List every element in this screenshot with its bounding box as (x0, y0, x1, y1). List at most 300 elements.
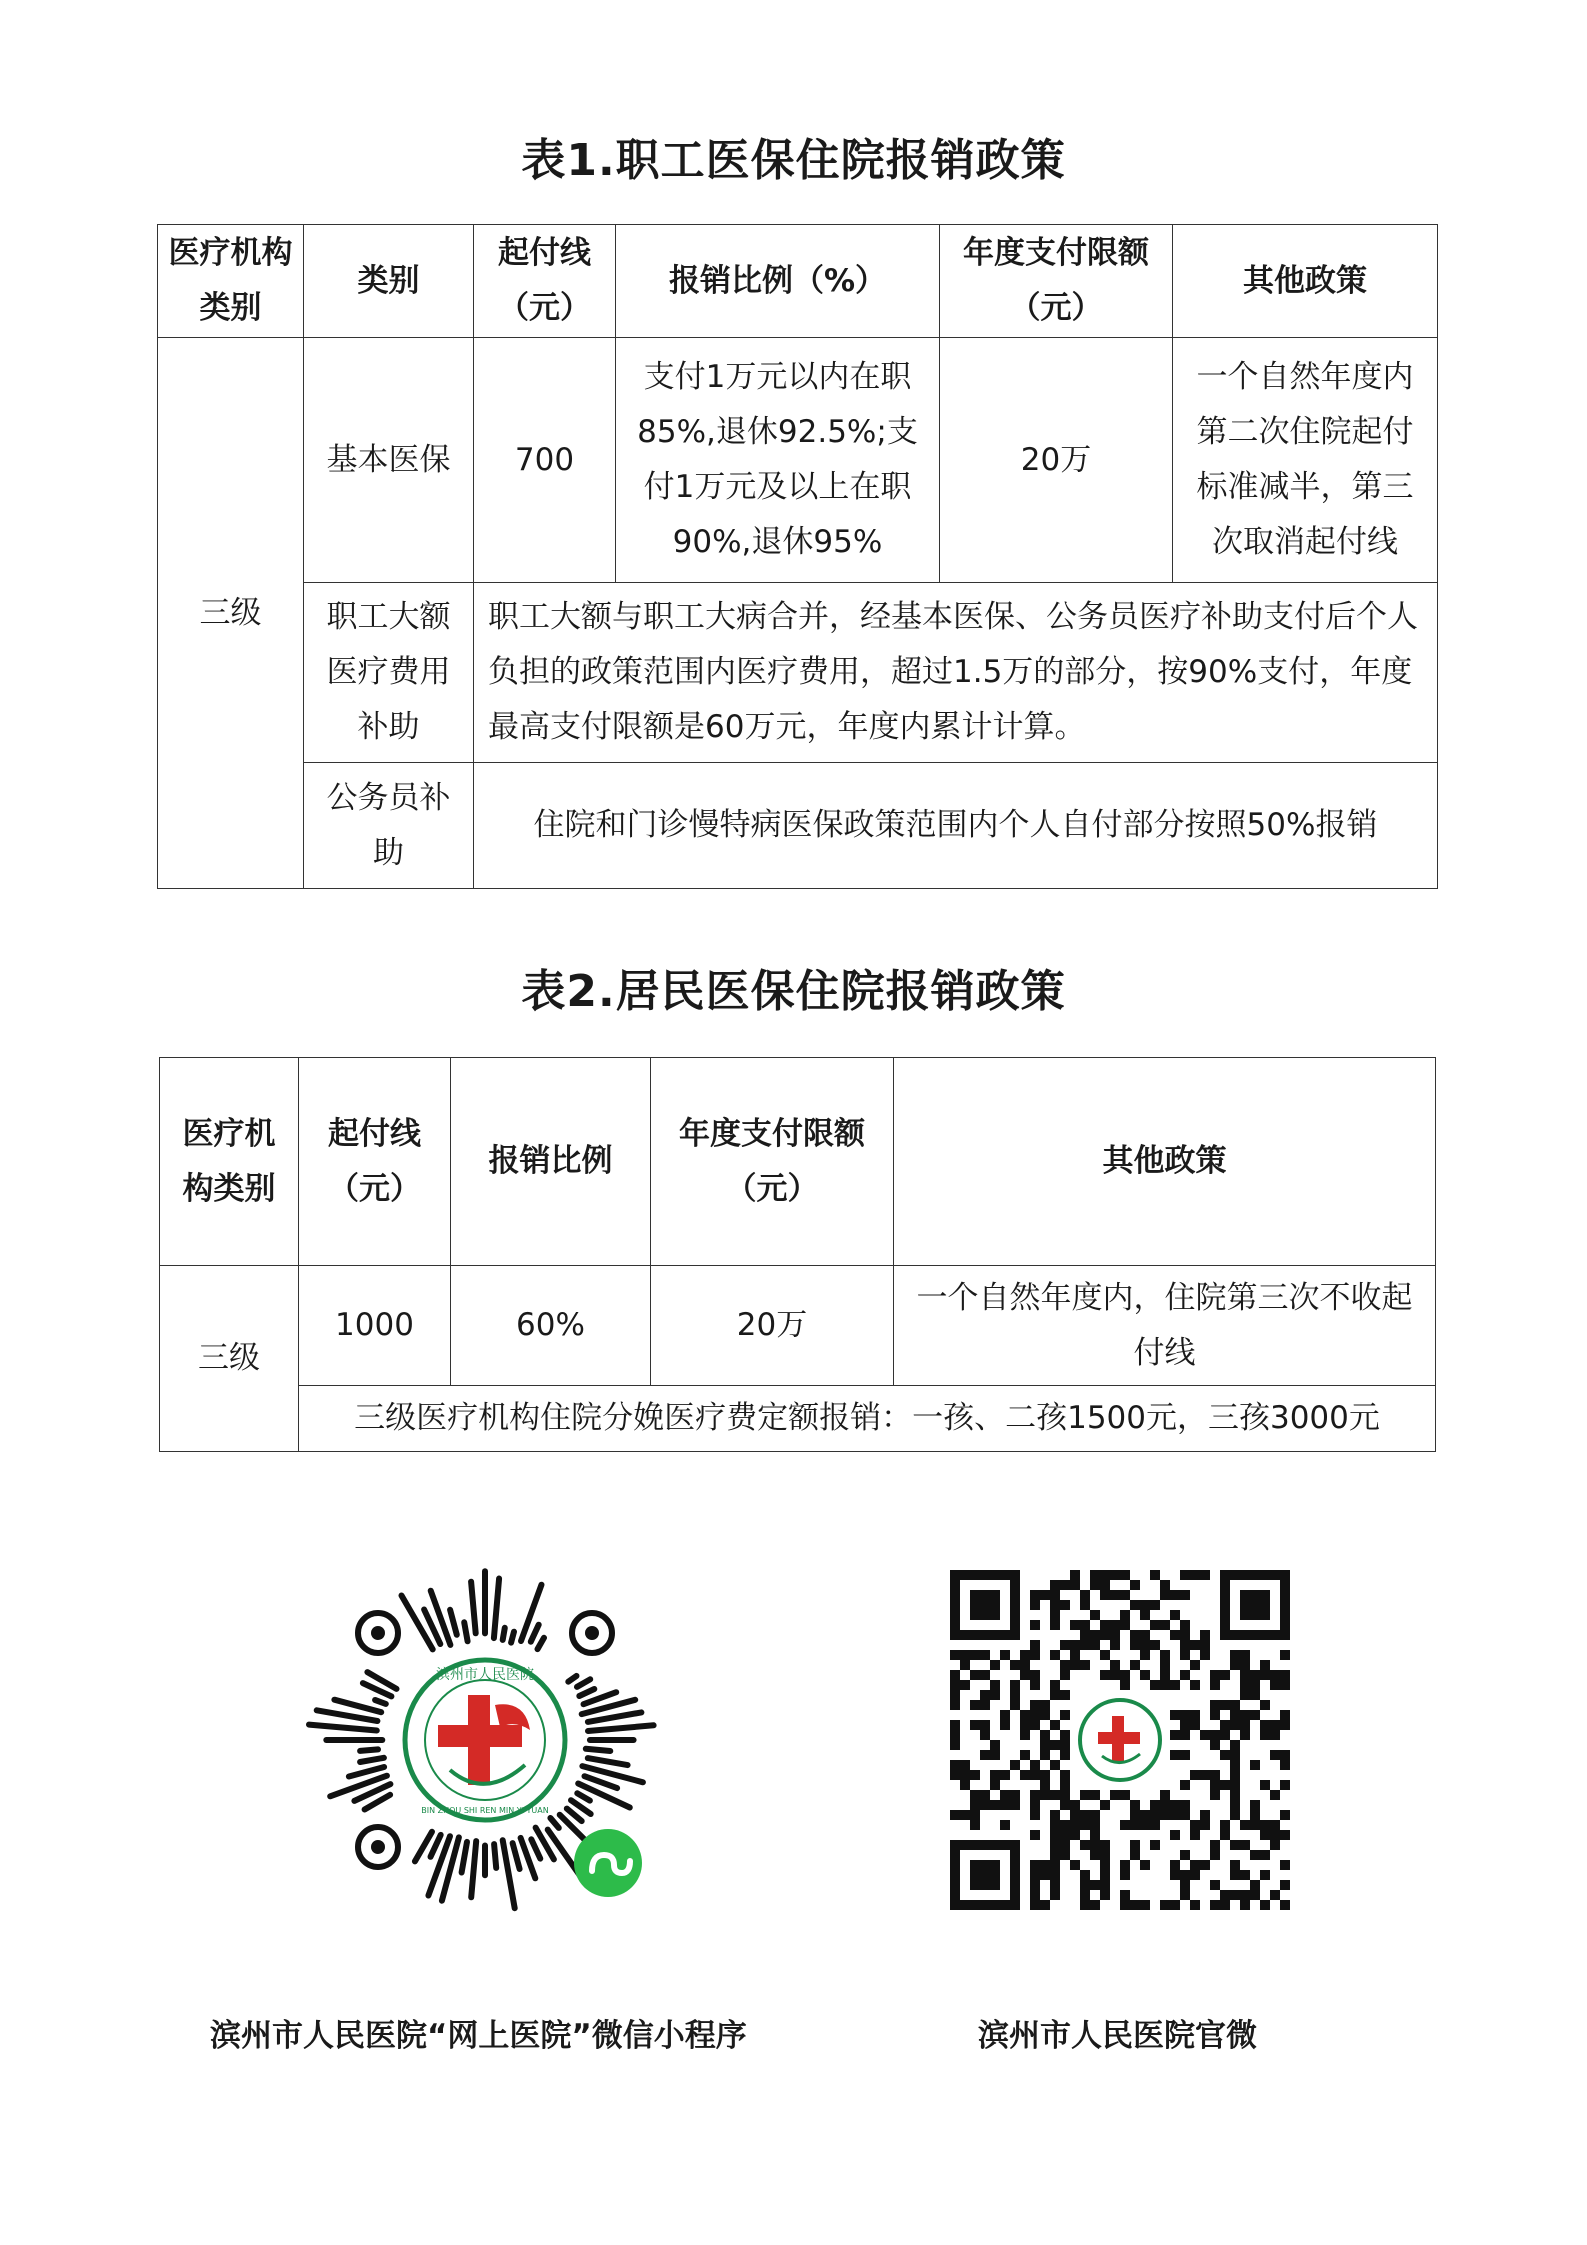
qr-module (1220, 1670, 1230, 1680)
code-dash (511, 1632, 514, 1643)
qr-module (1000, 1710, 1010, 1720)
qr-module (1180, 1590, 1190, 1600)
qr-module (1040, 1780, 1050, 1790)
qr-module (1040, 1710, 1050, 1720)
qr-module (1140, 1610, 1150, 1620)
qr-module (950, 1760, 960, 1770)
qr-module (970, 1670, 980, 1680)
qr-module (1080, 1840, 1090, 1850)
qr-module (1050, 1580, 1060, 1590)
qr-module (1240, 1840, 1250, 1850)
qr-module (1280, 1650, 1290, 1660)
qr-module (1120, 1620, 1130, 1630)
qr-module (1180, 1630, 1190, 1640)
qr-module (1080, 1590, 1090, 1600)
qr-module (1070, 1570, 1080, 1580)
qr-module (1160, 1620, 1170, 1630)
qr-module (1170, 1680, 1180, 1690)
qr-module (960, 1780, 970, 1790)
qr-module (1110, 1620, 1120, 1630)
qr-module (1060, 1690, 1070, 1700)
qr-module (970, 1700, 980, 1710)
qr-module (1030, 1890, 1040, 1900)
qr-module (1210, 1850, 1220, 1860)
institution-level: 三级 (160, 1266, 299, 1452)
qr-module (1100, 1850, 1110, 1860)
qr-module (1070, 1810, 1080, 1820)
qr-module (1250, 1810, 1260, 1820)
code-dash (531, 1839, 540, 1858)
qr-module (1090, 1830, 1100, 1840)
qr-module (1180, 1750, 1190, 1760)
qr-module (1150, 1820, 1160, 1830)
qr-module (1040, 1590, 1050, 1600)
table1-title: 表1.职工医保住院报销政策 (521, 135, 1066, 186)
qr-module (1090, 1840, 1100, 1850)
qr-module (1170, 1800, 1180, 1810)
qr-module (1030, 1770, 1040, 1780)
qr-module (1270, 1750, 1280, 1760)
qr-module (1240, 1720, 1250, 1730)
qr-module (1150, 1600, 1160, 1610)
qr-module (1180, 1570, 1190, 1580)
qr-module (1230, 1840, 1240, 1850)
header-institution: 医疗机构类别 (158, 225, 304, 338)
qr-module (1080, 1790, 1090, 1800)
qr-module (1140, 1600, 1150, 1610)
qr-module (1080, 1620, 1090, 1630)
table2-title: 表2.居民医保住院报销政策 (521, 966, 1066, 1017)
qr-module (980, 1790, 990, 1800)
qr-module (1240, 1670, 1250, 1680)
qr-module (1090, 1810, 1100, 1820)
qr-module (1170, 1750, 1180, 1760)
qr-module (1030, 1800, 1040, 1810)
qr-module (1020, 1730, 1030, 1740)
qr-module (1170, 1710, 1180, 1720)
qr-module (1020, 1710, 1030, 1720)
qr-module (1200, 1630, 1210, 1640)
qr-module (1200, 1570, 1210, 1580)
childbirth-reimbursement: 三级医疗机构住院分娩医疗费定额报销：一孩、二孩1500元，三孩3000元 (299, 1386, 1436, 1452)
qr-module (1030, 1830, 1040, 1840)
qr-module (1210, 1780, 1220, 1790)
qr-module (960, 1760, 970, 1770)
qr-module (1210, 1880, 1220, 1890)
qr-module (950, 1690, 960, 1700)
qr-module (1110, 1570, 1120, 1580)
qr-module (1020, 1770, 1030, 1780)
qr-module (1000, 1800, 1010, 1810)
wechat-miniprogram-icon (574, 1829, 642, 1897)
qr-module (980, 1750, 990, 1760)
qr-module (1180, 1730, 1190, 1740)
qr-module (1010, 1660, 1020, 1670)
qr-module (1220, 1780, 1230, 1790)
qr-module (1050, 1830, 1060, 1840)
qr-center-logo (1075, 1695, 1165, 1785)
qr-module (1130, 1850, 1140, 1860)
qr-module (1270, 1670, 1280, 1680)
qr-module (1060, 1790, 1070, 1800)
qr-module (1140, 1820, 1150, 1830)
qr-module (1000, 1790, 1010, 1800)
qr-module (1240, 1890, 1250, 1900)
qr-module (1260, 1900, 1270, 1910)
qr-module (1260, 1670, 1270, 1680)
qr-module (980, 1700, 990, 1710)
qr-module (950, 1670, 960, 1680)
qr-module (1180, 1640, 1190, 1650)
qr-module (1070, 1830, 1080, 1840)
code-dash (349, 1767, 384, 1777)
qr-module (1060, 1780, 1070, 1790)
qr-module (1030, 1900, 1040, 1910)
qr-module (1140, 1640, 1150, 1650)
qr-module (1150, 1800, 1160, 1810)
qr-module (1030, 1670, 1040, 1680)
qr-module (1080, 1820, 1090, 1830)
basic-threshold: 700 (474, 338, 616, 583)
basic-category: 基本医保 (304, 338, 474, 583)
qr-module (1150, 1570, 1160, 1580)
qr-module (1130, 1820, 1140, 1830)
header-annual-limit: 年度支付限额（元） (940, 225, 1173, 338)
qr-module (980, 1720, 990, 1730)
qr-module (1170, 1590, 1180, 1600)
qr-module (1180, 1620, 1190, 1630)
qr-module (1100, 1840, 1110, 1850)
qr-module (1270, 1730, 1280, 1740)
qr-module (1080, 1890, 1090, 1900)
qr-module (1070, 1800, 1080, 1810)
header-threshold: 起付线（元） (474, 225, 616, 338)
qr-module (1010, 1790, 1020, 1800)
qr-module (1230, 1890, 1240, 1900)
miniprogram-caption: 滨州市人民医院“网上医院”微信小程序 (210, 2018, 747, 2054)
qr-module (1270, 1790, 1280, 1800)
qr-module (1170, 1730, 1180, 1740)
qr-module (1150, 1620, 1160, 1630)
qr-module (960, 1770, 970, 1780)
qr-module (1060, 1850, 1070, 1860)
qr-module (1240, 1820, 1250, 1830)
qr-module (1090, 1610, 1100, 1620)
qr-module (1220, 1820, 1230, 1830)
qr-module (1220, 1750, 1230, 1760)
qr-module (1200, 1860, 1210, 1870)
header-other-policy: 其他政策 (894, 1058, 1436, 1266)
qr-module (1060, 1800, 1070, 1810)
qr-module (1060, 1830, 1070, 1840)
resident-insurance-table (159, 1057, 1436, 1452)
qr-module (1280, 1810, 1290, 1820)
qr-module (1090, 1880, 1100, 1890)
code-dash (531, 1625, 539, 1642)
qr-module (1230, 1750, 1240, 1760)
qr-module (1030, 1710, 1040, 1720)
header-other-policy: 其他政策 (1173, 225, 1438, 338)
qr-module (1110, 1660, 1120, 1670)
qr-module (1210, 1740, 1220, 1750)
civil-description: 住院和门诊慢特病医保政策范围内个人自付部分按照50%报销 (474, 763, 1438, 889)
qr-module (1070, 1660, 1080, 1670)
code-dash (462, 1842, 467, 1873)
qr-module (1050, 1740, 1060, 1750)
qr-module (1190, 1710, 1200, 1720)
qr-module (1170, 1900, 1180, 1910)
qr-module (1280, 1720, 1290, 1730)
qr-module (990, 1740, 1000, 1750)
qr-module (1280, 1680, 1290, 1690)
qr-module (1010, 1700, 1020, 1710)
qr-module (1080, 1600, 1090, 1610)
qr-module (1090, 1630, 1100, 1640)
qr-module (970, 1810, 980, 1820)
institution-level: 三级 (158, 338, 304, 889)
qr-module (1070, 1620, 1080, 1630)
qr-module (1130, 1580, 1140, 1590)
qr-module (1060, 1820, 1070, 1830)
basic-other-policy: 一个自然年度内第二次住院起付标准减半，第三次取消起付线 (1173, 338, 1438, 583)
miniprogram-code (300, 1555, 670, 1925)
qr-module (1160, 1660, 1170, 1670)
code-dash (577, 1793, 590, 1800)
qr-module (1100, 1650, 1110, 1660)
qr-module (1240, 1730, 1250, 1740)
code-dash (431, 1835, 441, 1857)
qr-module (1110, 1790, 1120, 1800)
qr-module (1190, 1640, 1200, 1650)
qr-module (1250, 1760, 1260, 1770)
qr-module (1190, 1680, 1200, 1690)
qr-module (1030, 1640, 1040, 1650)
code-dash (317, 1710, 378, 1721)
qr-module (960, 1680, 970, 1690)
code-dash (464, 1622, 467, 1641)
qr-module (1230, 1660, 1240, 1670)
qr-module (1020, 1670, 1030, 1680)
qr-module (1170, 1860, 1180, 1870)
qr-module (1080, 1630, 1090, 1640)
qr-module (1100, 1590, 1110, 1600)
qr-module (1160, 1680, 1170, 1690)
qr-module (1260, 1830, 1270, 1840)
code-dash (586, 1749, 611, 1751)
qr-module (1170, 1610, 1180, 1620)
qr-module (1180, 1870, 1190, 1880)
qr-module (1120, 1790, 1130, 1800)
qr-module (1190, 1860, 1200, 1870)
qr-module (950, 1680, 960, 1690)
qr-module (1250, 1880, 1260, 1890)
qr-module (1040, 1770, 1050, 1780)
qr-module (1130, 1840, 1140, 1850)
qr-module (1110, 1670, 1120, 1680)
qr-module (1090, 1850, 1100, 1860)
qr-module (1050, 1880, 1060, 1890)
qr-module (950, 1700, 960, 1710)
header-institution: 医疗机构类别 (160, 1058, 299, 1266)
qr-module (1060, 1730, 1070, 1740)
qr-module (1030, 1600, 1040, 1610)
qr-module (1000, 1770, 1010, 1780)
qr-module (1120, 1680, 1130, 1690)
qr-module (1050, 1690, 1060, 1700)
qr-module (1030, 1620, 1040, 1630)
logo-pinyin: BIN ZHOU SHI REN MIN YI YUAN (421, 1806, 549, 1815)
qr-module (1160, 1670, 1170, 1680)
qr-module (1270, 1820, 1280, 1830)
qr-module (980, 1650, 990, 1660)
civil-category: 公务员补助 (304, 763, 474, 889)
qr-module (1180, 1890, 1190, 1900)
qr-module (1160, 1900, 1170, 1910)
qr-module (1230, 1760, 1240, 1770)
qr-module (1040, 1700, 1050, 1710)
qr-module (1250, 1890, 1260, 1900)
qr-module (1280, 1670, 1290, 1680)
qr-module (1200, 1810, 1210, 1820)
qr-module (1280, 1760, 1290, 1770)
qr-module (1220, 1890, 1230, 1900)
qr-module (1050, 1840, 1060, 1850)
qr-module (1050, 1850, 1060, 1860)
qr-module (1020, 1660, 1030, 1670)
qr-module (1190, 1870, 1200, 1880)
qr-module (1200, 1730, 1210, 1740)
qr-module (1250, 1850, 1260, 1860)
qr-module (1200, 1650, 1210, 1660)
resident-ratio: 60% (451, 1266, 651, 1386)
qr-module (1210, 1700, 1220, 1710)
miniprogram-code-graphic (300, 1555, 670, 1925)
qr-code-graphic (950, 1570, 1290, 1910)
qr-module (1130, 1810, 1140, 1820)
qr-module (1070, 1580, 1080, 1590)
qr-module (1270, 1890, 1280, 1900)
basic-ratio: 支付1万元以内在职85%,退休92.5%;支付1万元及以上在职90%,退休95% (616, 338, 940, 583)
qr-module (1220, 1830, 1230, 1840)
qr-module (1190, 1830, 1200, 1840)
qr-module (1260, 1850, 1270, 1860)
qr-module (1080, 1900, 1090, 1910)
code-dash (579, 1689, 594, 1696)
header-threshold: 起付线（元） (299, 1058, 451, 1266)
qr-module (960, 1660, 970, 1670)
qr-module (1240, 1870, 1250, 1880)
qr-module (1160, 1580, 1170, 1590)
qr-module (1050, 1870, 1060, 1880)
qr-module (1210, 1790, 1220, 1800)
header-ratio: 报销比例（%） (616, 225, 940, 338)
qr-module (960, 1810, 970, 1820)
qr-module (1250, 1690, 1260, 1700)
logo-text: 滨州市人民医院 (436, 1667, 534, 1683)
qr-module (1000, 1820, 1010, 1830)
qr-module (1100, 1880, 1110, 1890)
qr-module (1210, 1900, 1220, 1910)
qr-module (1050, 1720, 1060, 1730)
resident-other-policy: 一个自然年度内，住院第三次不收起付线 (894, 1266, 1436, 1386)
qr-module (1230, 1860, 1240, 1870)
qr-module (1050, 1760, 1060, 1770)
qr-module (1240, 1680, 1250, 1690)
qr-module (1240, 1650, 1250, 1660)
qr-module (970, 1800, 980, 1810)
qr-module (1280, 1710, 1290, 1720)
qr-module (980, 1730, 990, 1740)
code-dash (330, 1776, 387, 1797)
qr-module (950, 1770, 960, 1780)
qr-module (1040, 1860, 1050, 1870)
qr-module (1030, 1760, 1040, 1770)
qr-module (1100, 1870, 1110, 1880)
qr-module (1190, 1570, 1200, 1580)
qr-module (1110, 1640, 1120, 1650)
qr-module (1170, 1830, 1180, 1840)
qr-module (1250, 1820, 1260, 1830)
qr-module (1240, 1660, 1250, 1670)
qr-module (1140, 1810, 1150, 1820)
qr-module (1180, 1850, 1190, 1860)
qr-module (1070, 1860, 1080, 1870)
qr-module (1060, 1660, 1070, 1670)
qr-module (1270, 1680, 1280, 1690)
qr-module (1020, 1650, 1030, 1660)
qr-module (1140, 1650, 1150, 1660)
qr-module (1230, 1700, 1240, 1710)
qr-module (1070, 1820, 1080, 1830)
header-annual-limit: 年度支付限额（元） (651, 1058, 894, 1266)
code-dash (309, 1725, 377, 1731)
qr-module (1040, 1900, 1050, 1910)
qr-module (1280, 1750, 1290, 1760)
qr-module (1000, 1720, 1010, 1730)
qr-module (1100, 1620, 1110, 1630)
qr-module (1280, 1780, 1290, 1790)
qr-module (1230, 1780, 1240, 1790)
qr-module (1270, 1840, 1280, 1850)
qr-module (1120, 1820, 1130, 1830)
qr-module (1060, 1640, 1070, 1650)
qr-module (1060, 1600, 1070, 1610)
qr-module (1210, 1730, 1220, 1740)
qr-module (1080, 1880, 1090, 1890)
qr-module (1100, 1800, 1110, 1810)
code-dash (360, 1749, 378, 1751)
qr-module (1230, 1870, 1240, 1880)
qr-module (1180, 1720, 1190, 1730)
qr-module (1190, 1820, 1200, 1830)
code-dash (568, 1676, 576, 1682)
qr-module (1210, 1670, 1220, 1680)
qr-module (1120, 1570, 1130, 1580)
qr-module (1260, 1720, 1270, 1730)
qr-module (1020, 1720, 1030, 1730)
qr-module (1280, 1900, 1290, 1910)
qr-module (980, 1690, 990, 1700)
qr-module (970, 1720, 980, 1730)
qr-module (1190, 1720, 1200, 1730)
qr-module (1010, 1680, 1020, 1690)
major-category: 职工大额医疗费用补助 (304, 583, 474, 763)
qr-module (1080, 1640, 1090, 1650)
qr-module (980, 1800, 990, 1810)
code-dash (375, 1700, 386, 1704)
qr-module (1240, 1690, 1250, 1700)
qr-module (1030, 1590, 1040, 1600)
